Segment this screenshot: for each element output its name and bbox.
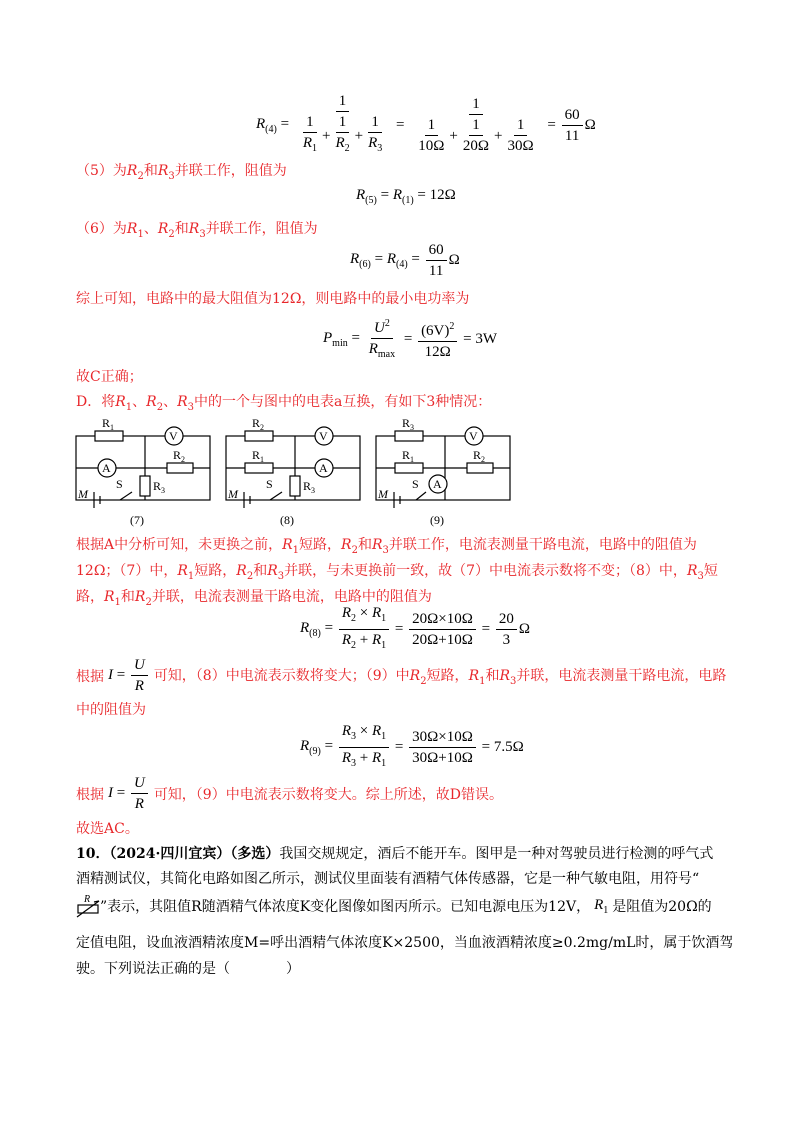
c9-caption: (9) bbox=[430, 513, 444, 527]
c9-m: M bbox=[378, 487, 388, 501]
d-intro: D．将$R_1$、$R_2$、$R_3$中的一个与图中的电表a互换，有如下3种情况： bbox=[76, 394, 492, 413]
c8-r3: $R_3$ bbox=[303, 479, 316, 495]
c7-r1: $R_1$ bbox=[102, 416, 115, 432]
c8-s: S bbox=[266, 477, 273, 491]
case6-text: （6）为$R_1$、$R_2$和$R_3$并联工作，阻值为 bbox=[76, 221, 318, 240]
equation-r6: $R_{(6)} = R_{(4)}$ = $\frac{60}{11}$ Ω bbox=[350, 242, 460, 279]
c9-r2: $R_2$ bbox=[473, 448, 486, 464]
q10-line5: 驶。下列说法正确的是（ ） bbox=[76, 961, 300, 977]
eq4-lhs: $R_{(4)}$ = bbox=[256, 115, 293, 135]
c9-v: V bbox=[469, 429, 478, 443]
analysis-line2: 12Ω；（7）中，$R_1$短路，$R_2$和$R_3$并联，与未更换前一致，故（7）中电流表示数将不变；（8）中，$R_3$短 bbox=[76, 563, 718, 582]
c8-caption: (8) bbox=[280, 513, 294, 527]
q10-line1: 10．（2024·四川宜宾）（多选）我国交规规定，酒后不能开车。图甲是一种对驾驶员进行检测的呼气式 bbox=[76, 846, 714, 862]
c8-v: V bbox=[319, 429, 328, 443]
eq4-result: $\frac{60}{11}$ bbox=[562, 106, 583, 145]
analysis2-line2: 中的阻值为 bbox=[76, 702, 146, 718]
answer: 故选AC。 bbox=[76, 821, 139, 837]
equation-r8: $R_{(8)}$ = $\frac{R_2 \times R_1}{R_2 + R_1}$ = $\frac{20\Omega\times 10\Omega}{20\Omega+10\Omega}$ = $\frac{20}{3}$ Ω bbox=[300, 605, 530, 651]
svg-text:R: R bbox=[84, 894, 91, 905]
c7-a: A bbox=[102, 461, 111, 475]
equation-r5: $R_{(5)} = R_{(1)} = 12\Omega$ bbox=[356, 187, 456, 206]
equation-pmin: $P_{min}$ = $\frac{U^2}{R_{max}}$ = $\frac{(6V)^2}{12\Omega}$ = 3W bbox=[323, 315, 497, 364]
circuit-9 bbox=[376, 427, 510, 508]
eq4-frac2: 1 $\frac{1}{10\Omega}$ + $\frac{1}{20\Omega}$ + $\frac{1}{30\Omega}$ bbox=[418, 96, 534, 154]
equation-r9: $R_{(9)}$ = $\frac{R_3 \times R_1}{R_3 + R_1}$ = $\frac{30\Omega\times 10\Omega}{30\Omega+10\Omega}$ = 7.5Ω bbox=[300, 723, 524, 769]
circuit-diagrams bbox=[70, 412, 520, 530]
summary-text: 综上可知，电路中的最大阻值为12Ω，则电路中的最小电功率为 bbox=[76, 291, 470, 307]
analysis3-line: 根据 I = $\frac{U}{R}$ 可知，（9）中电流表示数将变大。综上所述，故D错误。 bbox=[76, 775, 503, 812]
analysis2-line1: 根据 I = $\frac{U}{R}$ 可知，（8）中电流表示数将变大；（9）中$R_2$短路，$R_1$和$R_3$并联，电流表测量干路电流，电路 bbox=[76, 657, 727, 694]
c8-r1: $R_1$ bbox=[252, 448, 265, 464]
c9-r3: $R_3$ bbox=[402, 416, 415, 432]
analysis-line1: 根据A中分析可知，未更换之前，$R_1$短路，$R_2$和$R_3$并联工作，电流表测量干路电流，电路中的阻值为 bbox=[76, 537, 697, 556]
q10-line3: R ”表示，其阻值R随酒精气体浓度K变化图像如图丙所示。已知电源电压为12V， $R_1$ 是阻值为20Ω的 bbox=[76, 893, 712, 919]
c8-r2: $R_2$ bbox=[252, 416, 265, 432]
varistor-symbol-icon bbox=[76, 893, 100, 919]
c8-m: M bbox=[228, 487, 238, 501]
circuit-8 bbox=[226, 427, 360, 508]
c8-a: A bbox=[319, 461, 328, 475]
equation-r4: $R_{(4)}$ = 1 $\frac{1}{R_1}$ + $\frac{1}{R_2}$ + $\frac{1}{R_3}$ = 1 $\frac{1}{10\Omega}$ + $\frac{1}{20\Omega}$ + $\frac{1}{30\Omega}$ = $\frac{60}{11}$ Ω bbox=[256, 92, 596, 158]
circuit-8-labels bbox=[227, 416, 328, 527]
q10-line2: 酒精测试仪，其简化电路如图乙所示，测试仪里面装有酒精气体传感器，它是一种气敏电阻，用符号“ bbox=[76, 871, 700, 887]
q10-line4: 定值电阻，设血液酒精浓度M=呼出酒精气体浓度K×2500，当血液酒精浓度≥0.2mg/mL时，属于饮酒驾 bbox=[76, 935, 734, 951]
c9-s: S bbox=[412, 477, 419, 491]
c7-r2: $R_2$ bbox=[173, 448, 186, 464]
c7-caption: (7) bbox=[130, 513, 144, 527]
c7-v: V bbox=[169, 429, 178, 443]
eq4-frac1: 1 $\frac{1}{R_1}$ + $\frac{1}{R_2}$ + $\frac{1}{R_3}$ bbox=[302, 93, 383, 154]
c7-r3: $R_3$ bbox=[153, 479, 166, 495]
c7-m: M bbox=[78, 487, 88, 501]
c-correct: 故C正确； bbox=[76, 369, 143, 385]
circuit-7 bbox=[76, 427, 210, 508]
c9-r1: $R_1$ bbox=[402, 448, 415, 464]
case5-text: （5）为$R_2$和$R_3$并联工作，阻值为 bbox=[76, 163, 287, 182]
c9-a: A bbox=[433, 477, 442, 491]
c7-s: S bbox=[116, 477, 123, 491]
analysis-line3: 路，$R_1$和$R_2$并联，电流表测量干路电流，电路中的阻值为 bbox=[76, 589, 432, 608]
